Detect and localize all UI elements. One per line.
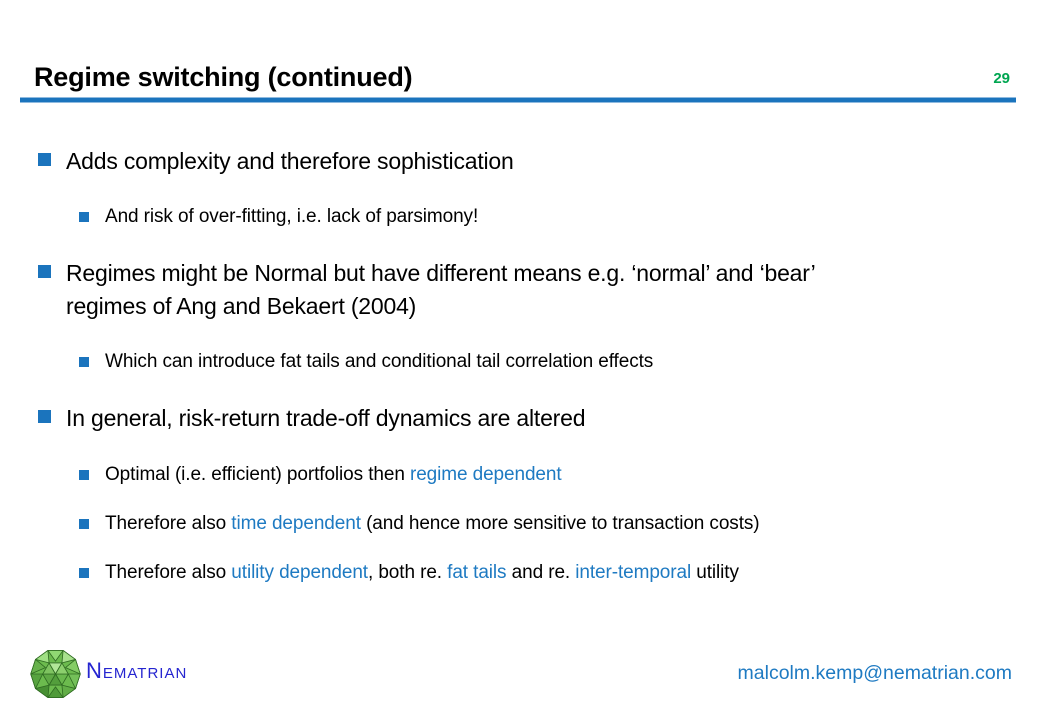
- nematrian-logo: [28, 645, 188, 705]
- bullet-text-line: [66, 290, 986, 323]
- bullet-text: [105, 559, 1020, 586]
- bullet-text-segment: Which can introduce fat tails and conditional tail correlation effects: [105, 351, 654, 372]
- inline-link-utility-dependent[interactable]: utility dependent: [231, 562, 368, 583]
- inline-link-time-dependent[interactable]: time dependent: [231, 513, 361, 534]
- bullet-text-segment: and re.: [506, 562, 576, 583]
- bullet-text-segment: , both re.: [367, 562, 448, 583]
- nematrian-polyhedron-icon: [28, 645, 83, 703]
- bullet-text: [66, 402, 986, 435]
- bullet-text-segment: utility: [691, 562, 739, 583]
- slide-title: Regime switching (continued): [34, 62, 413, 92]
- bullet-text-segment: regimes of Ang and Bekaert (2004): [66, 293, 417, 319]
- bullet-text: [66, 257, 986, 323]
- page-number: 29: [993, 70, 1010, 87]
- bullet-text: [105, 510, 1020, 537]
- bullet-square-icon: [79, 212, 89, 222]
- nematrian-logo-text: Nematrian: [86, 658, 188, 683]
- bullet-square-icon: [79, 357, 89, 367]
- bullet-text-segment: (and hence more sensitive to transaction costs): [360, 513, 760, 534]
- bullet-square-icon: [38, 410, 51, 423]
- bullet-text-segment: In general, risk-return trade-off dynamics are altered: [66, 405, 586, 431]
- bullet-square-icon: [79, 470, 89, 480]
- bullet-text: [66, 145, 986, 178]
- bullet-text-line: [66, 257, 986, 290]
- bullet-square-icon: [38, 153, 51, 166]
- title-divider-rule: [20, 97, 1016, 103]
- bullet-square-icon: [38, 265, 51, 278]
- inline-link-inter-temporal[interactable]: inter-temporal: [575, 562, 692, 583]
- bullet-text: [105, 348, 1020, 375]
- bullet-text-segment: And risk of over-fitting, i.e. lack of parsimony!: [105, 206, 479, 227]
- bullet-text-segment: Therefore also: [105, 562, 232, 583]
- bullet-text-segment: Regimes might be Normal but have different means e.g. ‘normal’ and ‘bear’: [66, 260, 816, 286]
- inline-link-fat-tails[interactable]: fat tails: [447, 562, 507, 583]
- bullet-text: [105, 461, 1020, 488]
- email-link[interactable]: malcolm.kemp@nematrian.com: [737, 662, 1012, 684]
- bullet-text-segment: Therefore also: [105, 513, 232, 534]
- bullet-text: [105, 203, 1020, 230]
- bullet-text-segment: Optimal (i.e. efficient) portfolios then: [105, 464, 410, 485]
- inline-link-regime-dependent[interactable]: regime dependent: [409, 464, 562, 485]
- bullet-square-icon: [79, 568, 89, 578]
- bullet-text-segment: Adds complexity and therefore sophistication: [66, 148, 514, 174]
- bullet-square-icon: [79, 519, 89, 529]
